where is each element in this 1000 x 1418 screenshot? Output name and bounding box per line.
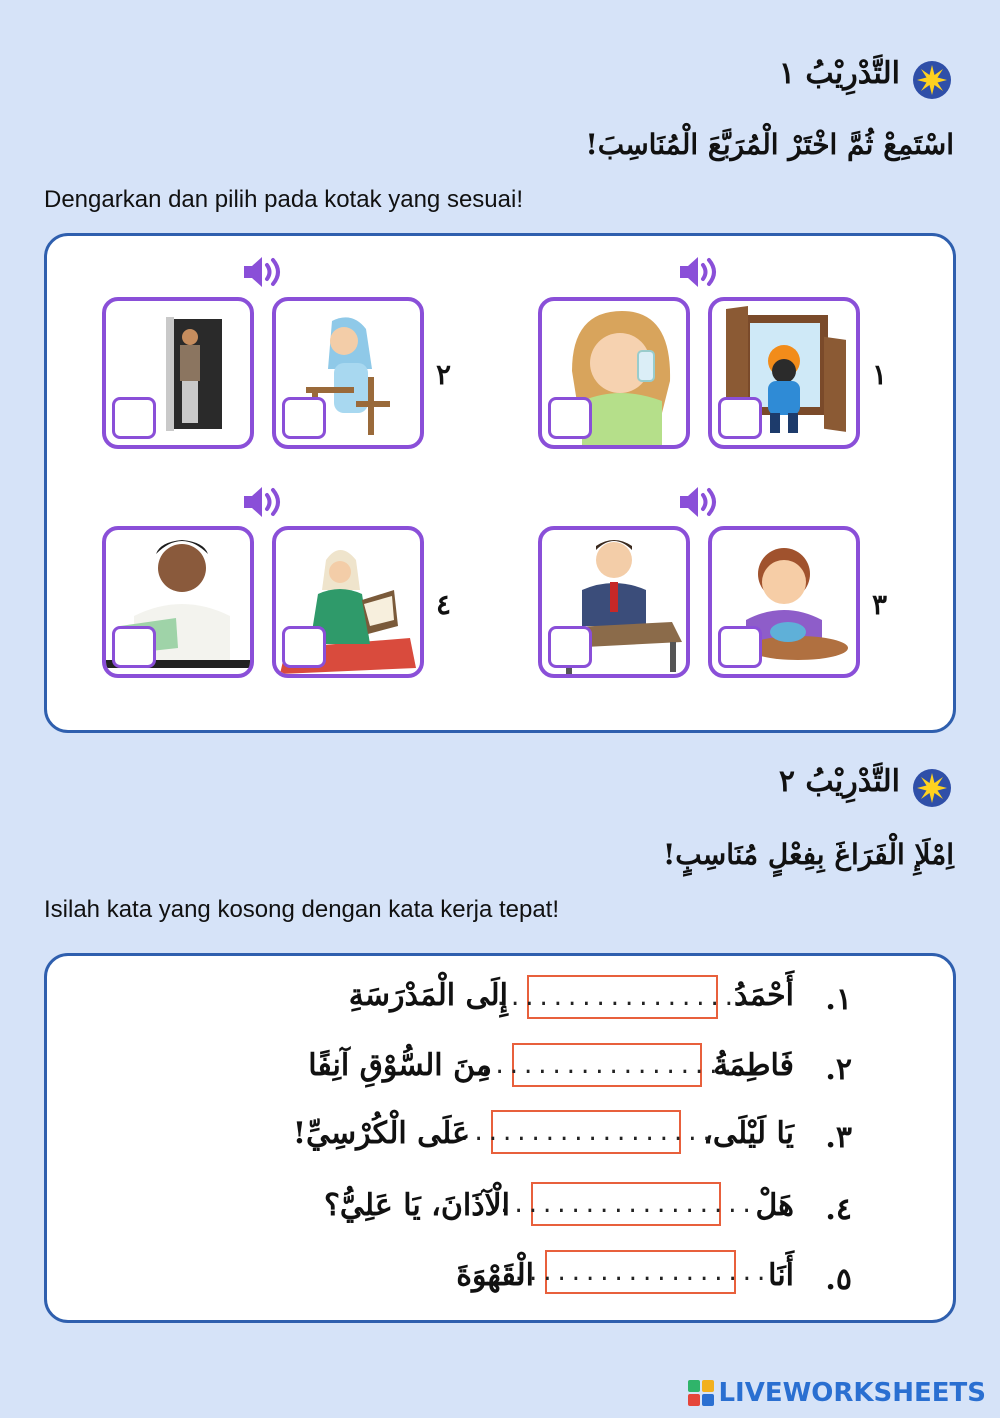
sentence-after-text: الْآذَانَ، يَا عَلِيُّ؟ <box>324 1188 510 1223</box>
exercise2-instruction-malay: Isilah kata yang kosong dengan kata kerja tepat! <box>44 896 560 923</box>
answer-checkbox[interactable] <box>548 626 592 668</box>
liveworksheets-logo <box>688 1378 986 1408</box>
picture-card-girl-drinking[interactable] <box>538 297 690 449</box>
question-number: ٤ <box>436 588 452 621</box>
answer-blank-input[interactable]: .................. <box>545 1250 736 1294</box>
sentence-before-text: يَا لَيْلَى، <box>703 1116 794 1151</box>
exercise1-instruction-arabic: اسْتَمِعْ ثُمَّ اخْتَرْ الْمُرَبَّعَ الْمُنَاسِبَ! <box>585 128 954 161</box>
answer-checkbox[interactable] <box>548 397 592 439</box>
audio-play-icon[interactable] <box>240 482 288 522</box>
question-number: ١ <box>872 358 888 391</box>
sentence-number: ٢. <box>825 1052 852 1087</box>
sentence-number: ١. <box>825 982 852 1017</box>
picture-card-girl-reading-quran[interactable] <box>272 526 424 678</box>
question-number: ٣ <box>872 588 888 621</box>
sentence-before-text: هَلْ <box>755 1188 794 1223</box>
answer-checkbox[interactable] <box>112 626 156 668</box>
picture-card-boy-at-window[interactable] <box>708 297 860 449</box>
answer-checkbox[interactable] <box>718 397 762 439</box>
brand-name: LIVEWORKSHEETS <box>718 1378 986 1408</box>
sentence-before-text: فَاطِمَةُ <box>713 1048 794 1083</box>
picture-card-man-at-door[interactable] <box>102 297 254 449</box>
picture-card-man-reading-book[interactable] <box>102 526 254 678</box>
answer-blank-input[interactable]: .................. <box>527 975 718 1019</box>
exercise1-instruction-malay: Dengarkan dan pilih pada kotak yang sesuai! <box>44 186 523 213</box>
sentence-number: ٣. <box>825 1120 852 1155</box>
sentence-before-text: أَنَا <box>768 1258 794 1293</box>
exercise1-title: التَّدْرِيْبُ ١ <box>778 56 900 91</box>
question-number: ٢ <box>436 358 452 391</box>
audio-play-icon[interactable] <box>240 252 288 292</box>
answer-checkbox[interactable] <box>718 626 762 668</box>
sentence-after-text: عَلَى الْكُرْسِيِّ! <box>292 1116 470 1151</box>
sentence-before-text: أَحْمَدُ <box>734 978 794 1013</box>
answer-blank-input[interactable]: .................. <box>512 1043 702 1087</box>
liveworksheets-logo-icon <box>688 1380 714 1406</box>
exercise2-title: التَّدْرِيْبُ ٢ <box>778 764 900 799</box>
answer-checkbox[interactable] <box>112 397 156 439</box>
sentence-after-text: مِنَ السُّوْقِ آنِفًا <box>308 1048 492 1083</box>
answer-blank-input[interactable]: .................. <box>491 1110 681 1154</box>
sentence-after-text: الْقَهْوَةَ <box>456 1258 534 1293</box>
answer-checkbox[interactable] <box>282 626 326 668</box>
star-icon <box>912 768 952 808</box>
exercise2-instruction-arabic: اِمْلَإِ الْفَرَاغَ بِفِعْلٍ مُنَاسِبٍ! <box>662 838 954 871</box>
audio-play-icon[interactable] <box>676 252 724 292</box>
answer-blank-input[interactable]: .................. <box>531 1182 721 1226</box>
star-icon <box>912 60 952 100</box>
sentence-number: ٥. <box>825 1262 852 1297</box>
answer-checkbox[interactable] <box>282 397 326 439</box>
picture-card-girl-writing[interactable] <box>272 297 424 449</box>
picture-card-teacher-at-desk[interactable] <box>538 526 690 678</box>
audio-play-icon[interactable] <box>676 482 724 522</box>
sentence-number: ٤. <box>825 1192 852 1227</box>
picture-card-boy-eating[interactable] <box>708 526 860 678</box>
sentence-after-text: إِلَى الْمَدْرَسَةِ <box>348 978 508 1013</box>
